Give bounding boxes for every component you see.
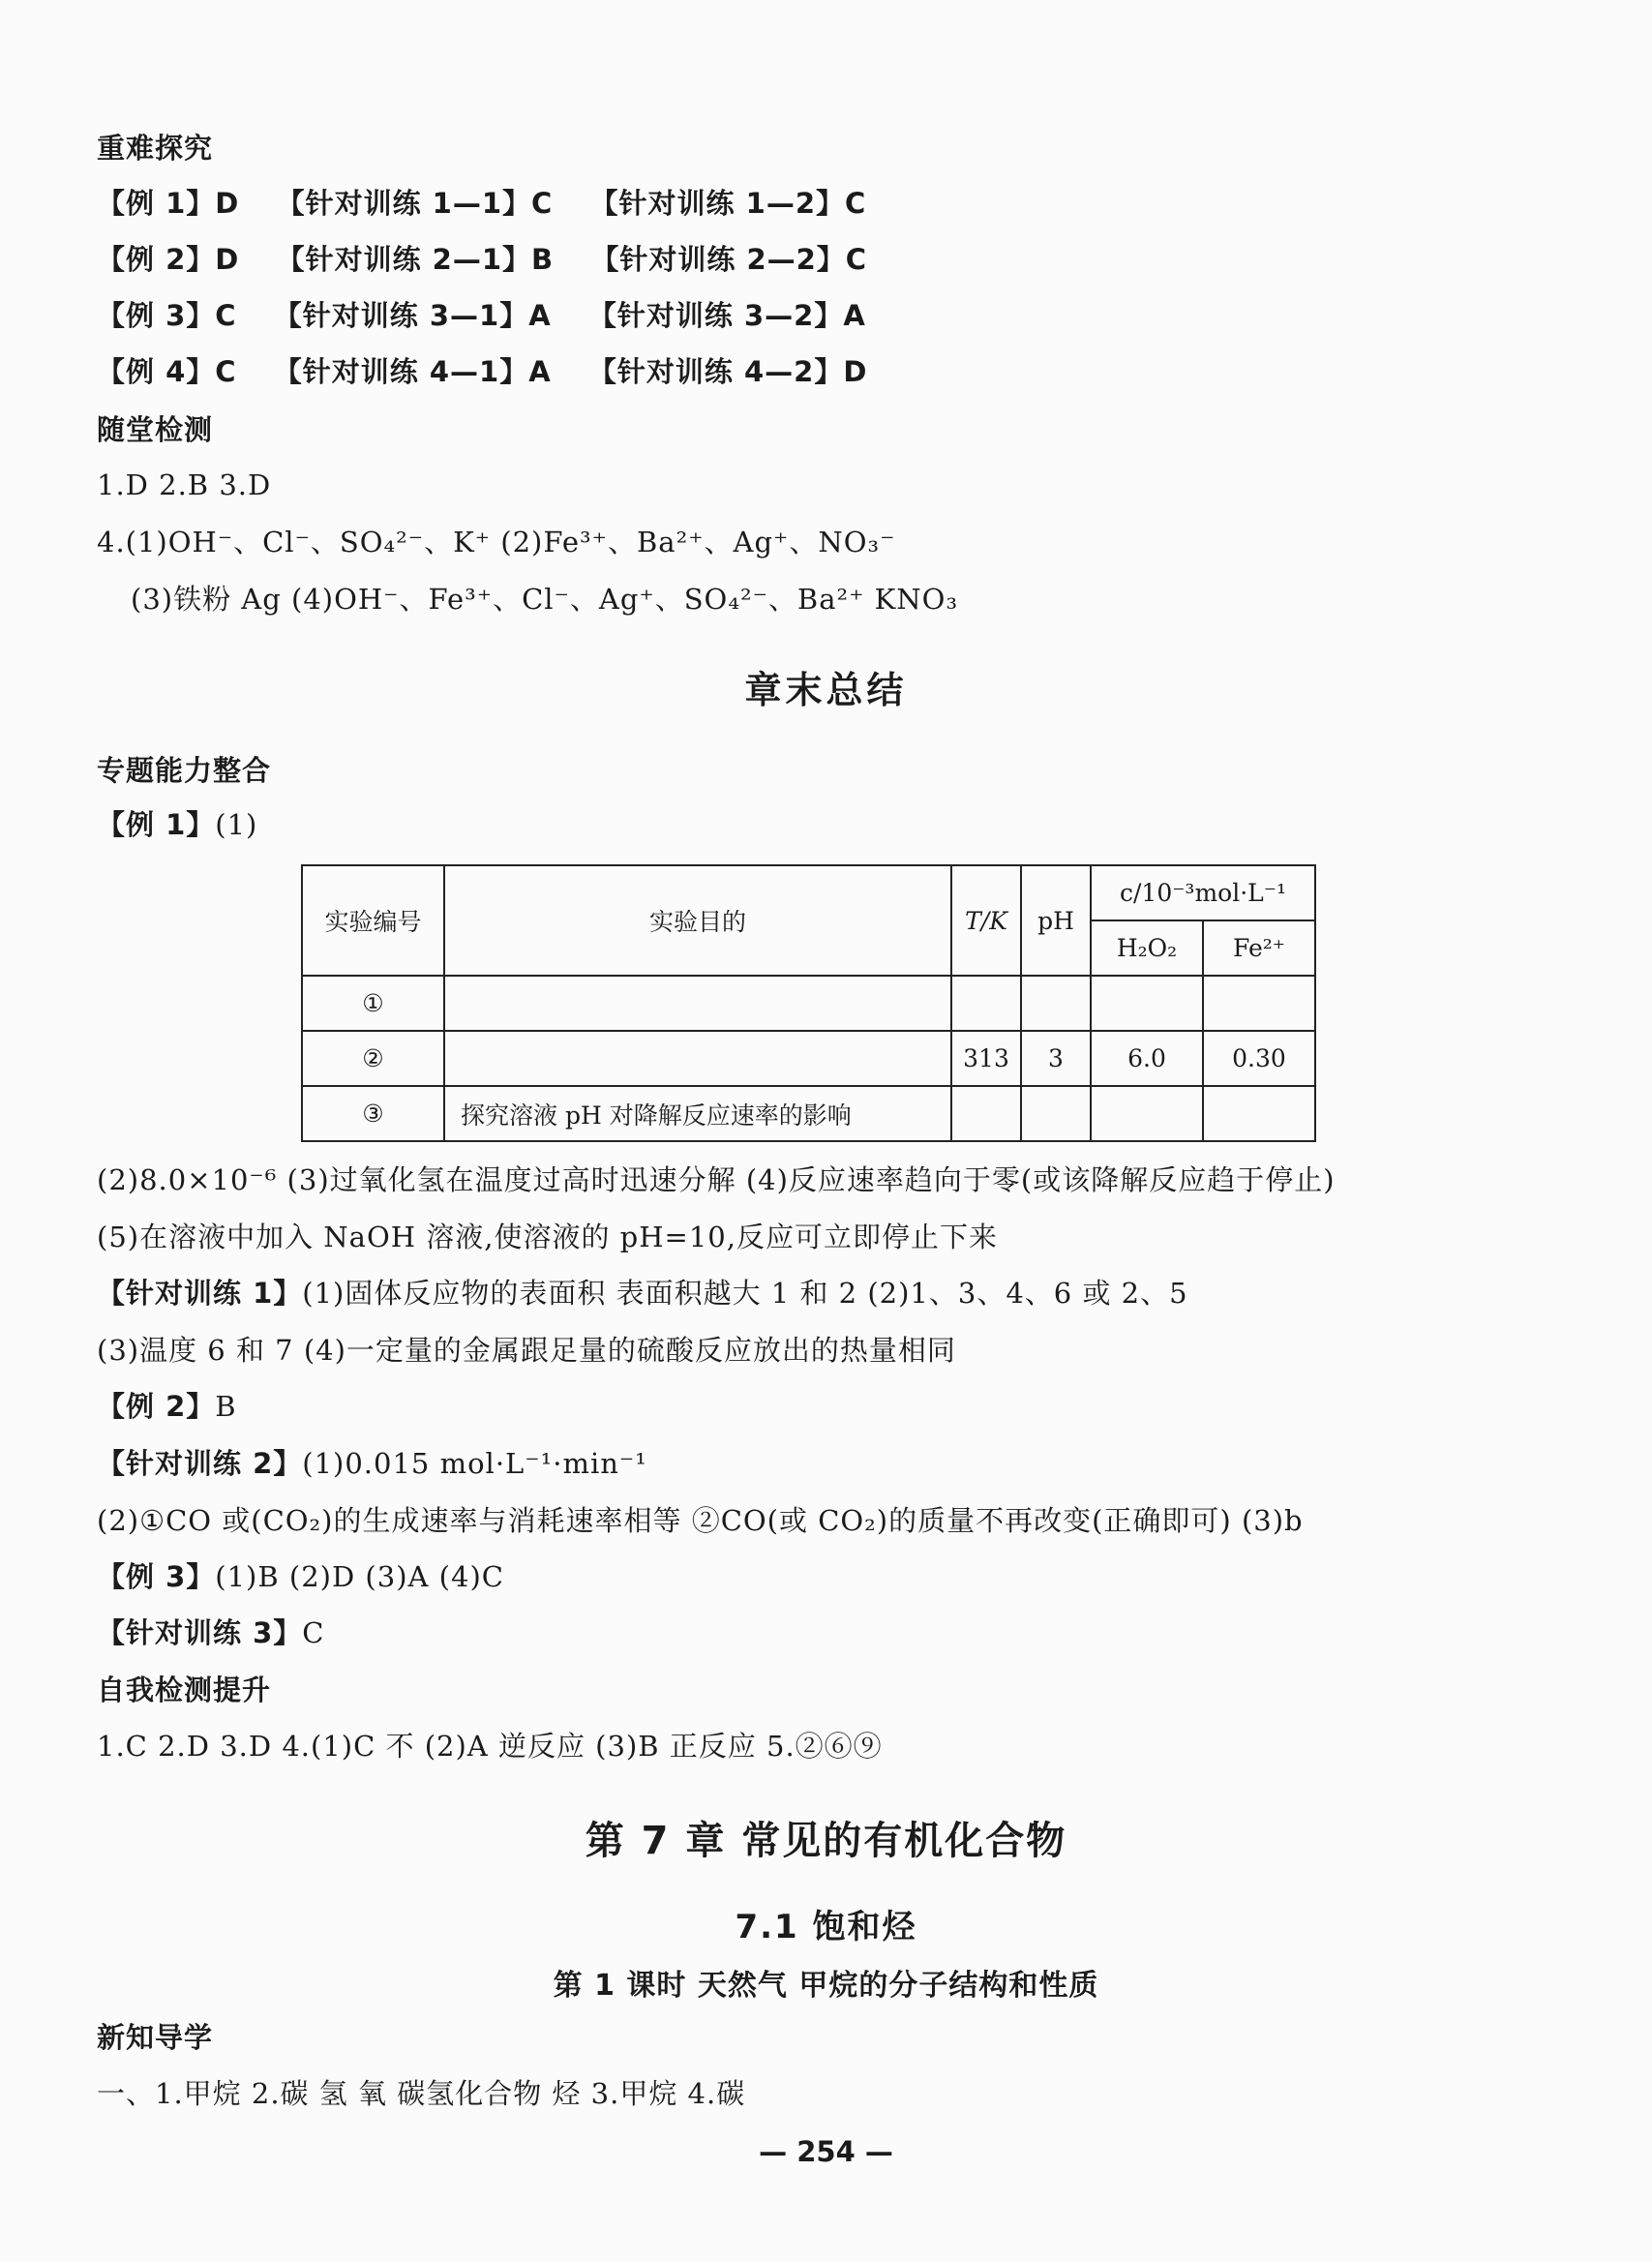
section-newknow: 新知导学 [97,2021,214,2054]
drill-item: 【针对训练 3—1】A [273,299,552,332]
drill-row-2 [97,240,867,279]
cell-fe2: 0.30 [1203,1031,1315,1086]
training-2-cont: (2)①CO 或(CO₂)的生成速率与消耗速率相等 ②CO(或 CO₂)的质量不再改变(正确即可) (3)b [97,1504,1304,1537]
training-text: (1)0.015 mol·L⁻¹·min⁻¹ [302,1447,647,1480]
training-text: (1)固体反应物的表面积 表面积越大 1 和 2 (2)1、3、4、6 或 2、5 [302,1277,1188,1310]
experiment-table [301,864,1316,1142]
drill-item: 【针对训练 2—1】B [276,243,555,276]
header-concentration: c/10⁻³mol·L⁻¹ [1091,865,1315,920]
training-1 [97,1274,1188,1312]
drill-item: 【针对训练 2—2】C [590,243,868,276]
page-number: — 254 — [759,2135,893,2168]
header-fe2: Fe²⁺ [1203,920,1315,976]
training-answer: C [302,1616,325,1649]
drill-item: 【针对训练 4—1】A [273,355,552,388]
chapter-7-title: 第 7 章 常见的有机化合物 [585,1819,1067,1863]
example-label: 【例 2】 [97,1390,216,1423]
lesson-1-title: 第 1 课时 天然气 甲烷的分子结构和性质 [553,1969,1099,2003]
drill-row-1 [97,184,866,223]
table-row [302,1086,1315,1141]
section-check: 随堂检测 [97,413,214,446]
example-1 [97,805,257,844]
cell-temperature: 313 [951,1031,1021,1086]
chapter-summary-title: 章末总结 [744,669,908,711]
selfcheck-answers: 1.C 2.D 3.D 4.(1)C 不 (2)A 逆反应 (3)B 正反应 5.②⑥⑨ [97,1730,883,1763]
newknow-line-1: 一、1.甲烷 2.碳 氢 氧 碳氢化合物 烃 3.甲烷 4.碳 [97,2077,746,2110]
training-2 [97,1444,647,1483]
section-selfcheck: 自我检测提升 [97,1674,272,1706]
cell-purpose [444,976,951,1031]
header-h2o2: H₂O₂ [1091,920,1203,976]
cell-ph: 3 [1021,1031,1091,1086]
cell-fe2 [1203,976,1315,1031]
header-purpose: 实验目的 [444,865,951,976]
cell-temperature [951,1086,1021,1141]
cell-purpose: 探究溶液 pH 对降解反应速率的影响 [444,1086,951,1141]
cell-purpose [444,1031,951,1086]
example-2 [97,1387,237,1426]
cell-id: ① [302,976,444,1031]
example-label: 【例 1】 [97,808,216,841]
cell-ph [1021,976,1091,1031]
section-special: 专题能力整合 [97,754,272,787]
drill-item: 【针对训练 1—2】C [589,187,867,220]
table-row [302,976,1315,1031]
drill-item: 【针对训练 1—1】C [276,187,554,220]
drill-item: 【例 2】D [97,243,240,276]
cell-h2o2 [1091,1086,1203,1141]
cell-temperature [951,976,1021,1031]
training-label: 【针对训练 3】 [97,1616,303,1649]
cell-h2o2: 6.0 [1091,1031,1203,1086]
cell-fe2 [1203,1086,1315,1141]
example-3 [97,1557,504,1596]
training-3 [97,1614,324,1652]
cell-ph [1021,1086,1091,1141]
drill-item: 【例 3】C [97,299,237,332]
drill-row-4 [97,352,867,391]
header-temperature: T/K [951,865,1021,976]
cell-h2o2 [1091,976,1203,1031]
check-line-2: 4.(1)OH⁻、Cl⁻、SO₄²⁻、K⁺ (2)Fe³⁺、Ba²⁺、Ag⁺、NO₃⁻ [97,526,896,558]
example-tail: (1) [215,808,258,841]
drill-row-3 [97,296,866,335]
answer-2-4: (2)8.0×10⁻⁶ (3)过氧化氢在温度过高时迅速分解 (4)反应速率趋向于零(或该降解反应趋于停止) [97,1163,1336,1196]
check-line-1: 1.D 2.B 3.D [97,468,272,501]
training-label: 【针对训练 1】 [97,1277,303,1310]
training-1-cont: (3)温度 6 和 7 (4)一定量的金属跟足量的硫酸反应放出的热量相同 [97,1334,956,1367]
table-row [302,1031,1315,1086]
cell-id: ② [302,1031,444,1086]
section-7-1-title: 7.1 饱和烃 [735,1908,917,1946]
section-difficulty: 重难探究 [97,132,214,165]
drill-item: 【例 1】D [97,187,240,220]
header-id: 实验编号 [302,865,444,976]
answer-5: (5)在溶液中加入 NaOH 溶液,使溶液的 pH=10,反应可立即停止下来 [97,1221,998,1253]
header-ph: pH [1021,865,1091,976]
cell-id: ③ [302,1086,444,1141]
training-label: 【针对训练 2】 [97,1447,303,1480]
check-line-3: (3)铁粉 Ag (4)OH⁻、Fe³⁺、Cl⁻、Ag⁺、SO₄²⁻、Ba²⁺ KNO₃ [131,583,959,616]
example-answer: (1)B (2)D (3)A (4)C [215,1560,504,1593]
drill-item: 【针对训练 4—2】D [587,355,868,388]
drill-item: 【针对训练 3—2】A [587,299,866,332]
example-label: 【例 3】 [97,1560,216,1593]
drill-item: 【例 4】C [97,355,237,388]
example-answer: B [215,1390,237,1423]
